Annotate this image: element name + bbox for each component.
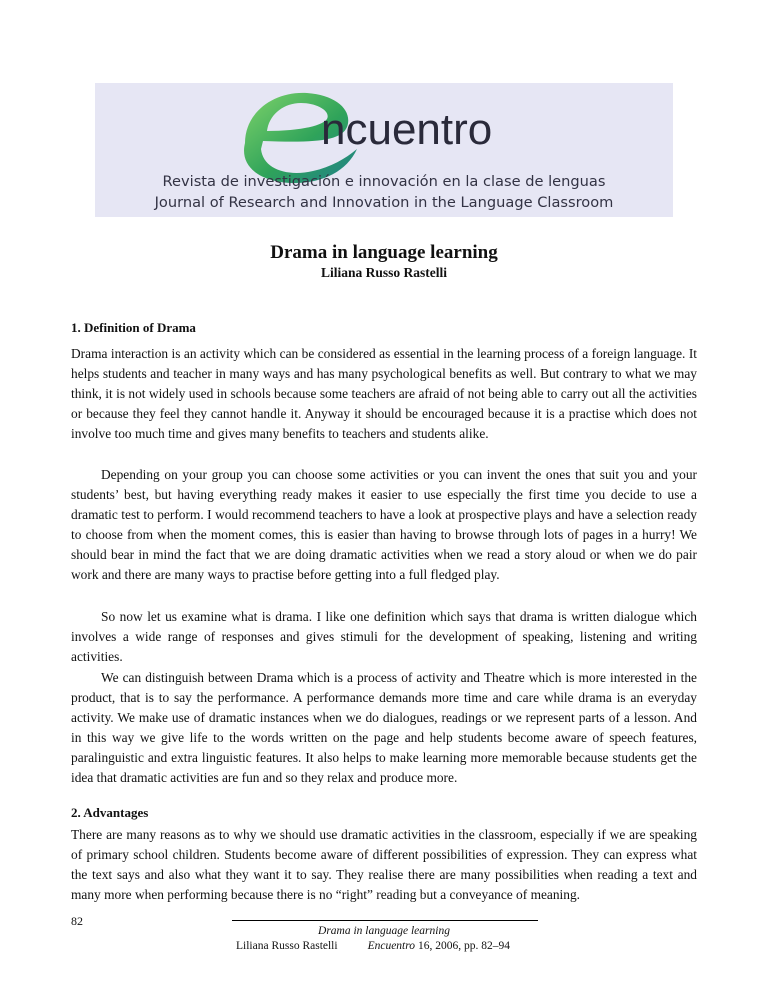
footer-citation [236,940,510,952]
footer-running-title: Drama in language learning [318,925,450,937]
footer-journal-name: Encuentro [367,940,416,952]
footer-author: Liliana Russo Rastelli [236,940,338,952]
page-number: 82 [71,914,83,928]
section-heading-definition: 1. Definition of Drama [71,320,196,335]
paragraph: Depending on your group you can choose some activities or you can invent the ones that suit you and your students’ best, but having everything ready makes it easier to use especially the first time you decide to use a dramatic test to perform. I would recommend teachers to have a look at prospective plays and have a selection ready to choose from when the moment comes, this is easier than having to browse through lots of pages in a hurry! We should bear in mind the fact that we are doing dramatic activities when we read a story aloud or when we do pair work and there are many ways to practise before getting into a full fledged play. [71,467,697,582]
footer-volume-pages: 16, 2006, pp. 82–94 [415,940,510,952]
section-heading-advantages: 2. Advantages [71,805,149,820]
paragraph: So now let us examine what is drama. I like one definition which says that drama is written dialogue which involves a wide range of responses and gives stimuli for the development of speaking, listening and writing activities. [71,609,697,664]
article-author: Liliana Russo Rastelli [320,265,448,280]
footer-divider [232,920,538,921]
journal-tagline-english: Journal of Research and Innovation in the Language Classroom [154,194,614,211]
paragraph: There are many reasons as to why we should use dramatic activities in the classroom, especially if we are speaking of primary school children. Students become aware of different possibilities of expression. They can express what the text says and also what they want it to say. They realise there are many possibilities when reading a text and many more when performing because there is no “right” reading but a conveyance of meaning. [71,827,697,902]
article-title: Drama in language learning [270,242,498,263]
paragraph: Drama interaction is an activity which can be considered as essential in the learning process of a foreign language. It helps students and teacher in many ways and has many psychological benefits as well. But contrary to what we may think, it is not widely used in schools because some teachers are afraid of not being able to carry out all the activities or because they feel they cannot handle it. Anyway it should be encouraged because it is a practise which does not involve too much time and gives many benefits to teachers and students alike. [71,346,697,441]
journal-banner [95,83,673,217]
paragraph: We can distinguish between Drama which is a process of activity and Theatre which is more interested in the product, that is to say the performance. A performance demands more time and care while drama is an everyday activity. We make use of dramatic instances when we do dialogues, readings or we represent parts of a lesson. And in this way we give life to the words written on the page and help students become aware of speech features, paralinguistic and extra linguistic features. It also helps to make learning more memorable because students get the idea that dramatic activities are fun and so they relax and produce more. [71,670,697,785]
journal-tagline-spanish: Revista de investigación e innovación en la clase de lenguas [162,173,606,190]
logo-wordmark: ncuentro [321,105,493,154]
